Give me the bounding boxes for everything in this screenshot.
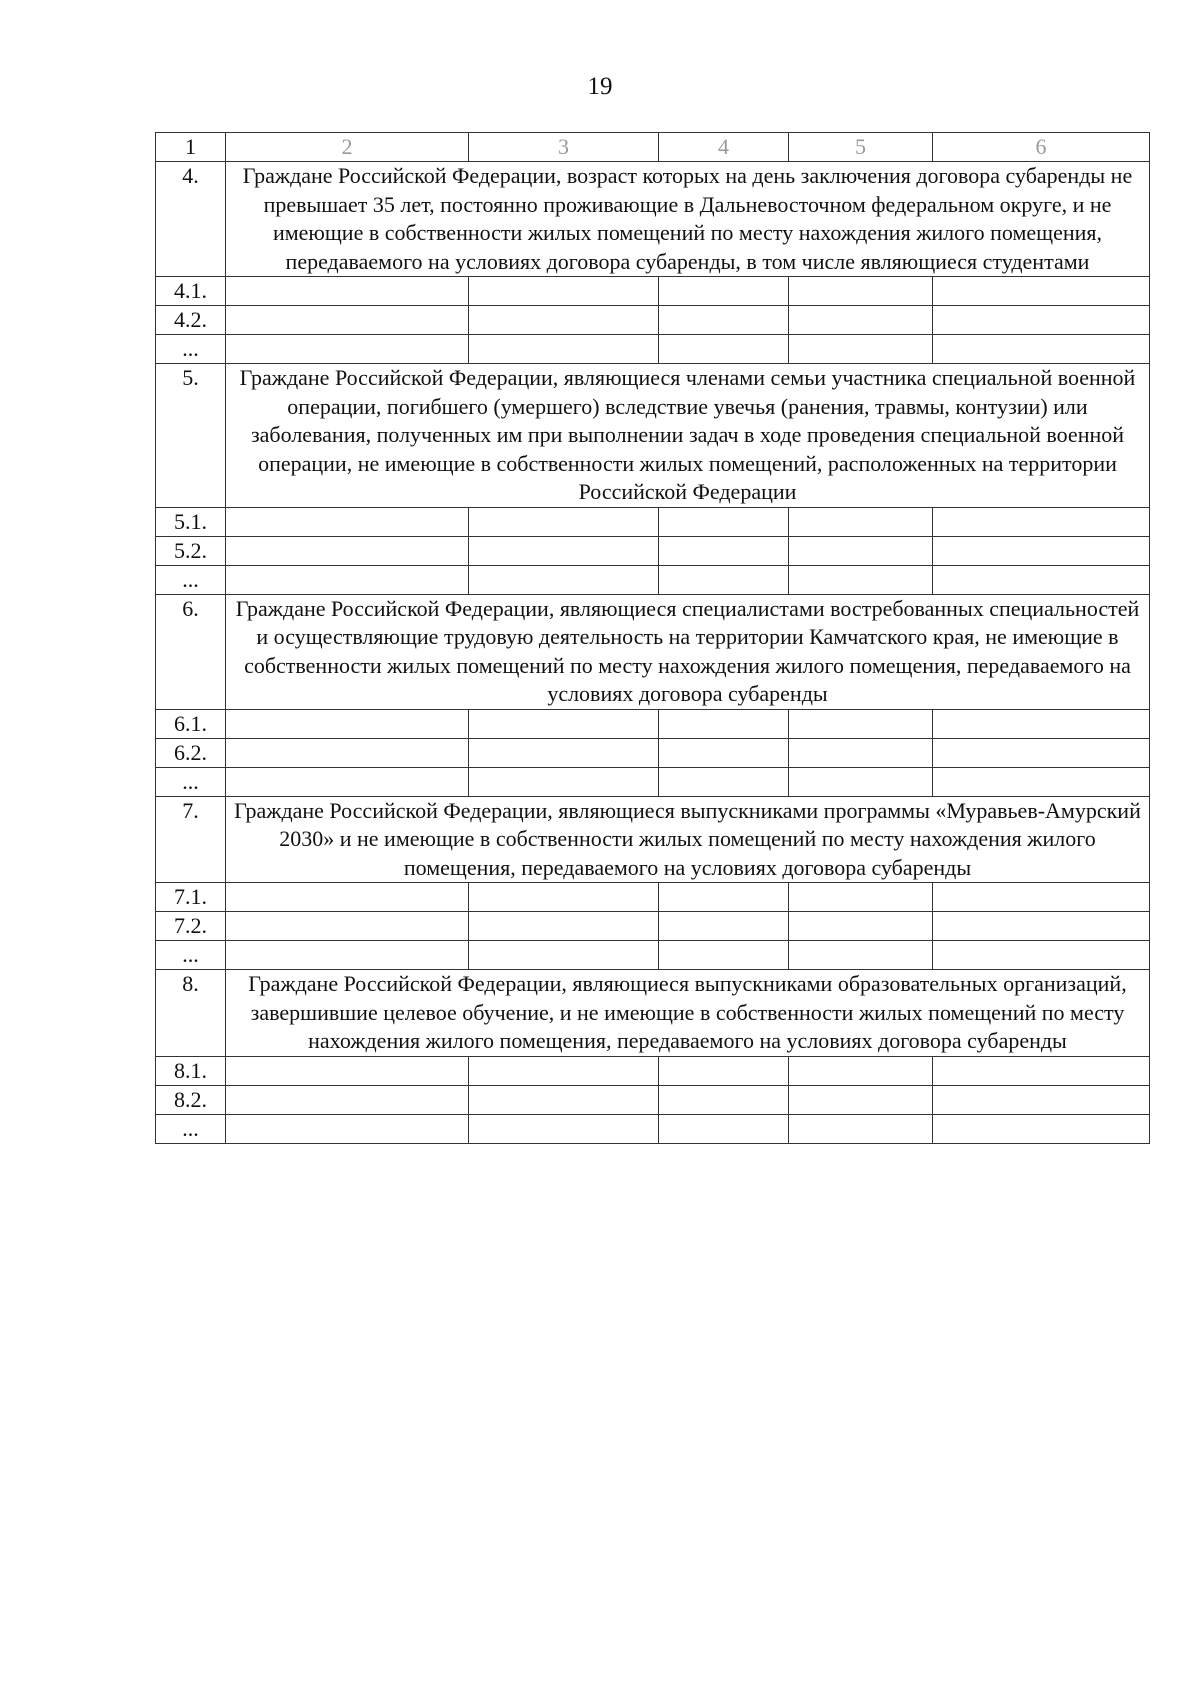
table-row — [156, 738, 1150, 767]
table-row — [156, 883, 1150, 912]
table-cell — [789, 941, 933, 970]
row-number: 7.1. — [156, 883, 226, 912]
group-row — [156, 364, 1150, 508]
table-cell — [933, 709, 1150, 738]
table-cell — [469, 536, 659, 565]
table-cell — [789, 709, 933, 738]
group-number: 7. — [156, 796, 226, 883]
row-number: 4.1. — [156, 277, 226, 306]
table-cell — [469, 941, 659, 970]
table-cell — [226, 335, 469, 364]
table-row — [156, 1085, 1150, 1114]
table-cell — [659, 941, 789, 970]
header-cell-6: 6 — [933, 133, 1150, 162]
table-cell — [469, 883, 659, 912]
table-row — [156, 1056, 1150, 1085]
page-number: 19 — [587, 73, 613, 100]
table-cell — [469, 565, 659, 594]
header-cell-2: 2 — [226, 133, 469, 162]
row-number: ... — [156, 1114, 226, 1143]
table-cell — [469, 306, 659, 335]
table-cell — [933, 1114, 1150, 1143]
allocation-table — [155, 132, 1150, 1144]
row-number: 5.2. — [156, 536, 226, 565]
table-cell — [659, 1056, 789, 1085]
table-cell — [226, 277, 469, 306]
table-header-row — [156, 133, 1150, 162]
table-cell — [933, 507, 1150, 536]
table-cell — [789, 536, 933, 565]
row-number: 7.2. — [156, 912, 226, 941]
table-cell — [933, 883, 1150, 912]
row-number: 6.1. — [156, 709, 226, 738]
row-number: 5.1. — [156, 507, 226, 536]
table-cell — [659, 565, 789, 594]
table-cell — [659, 335, 789, 364]
table-cell — [659, 306, 789, 335]
row-number: ... — [156, 335, 226, 364]
table-cell — [469, 1085, 659, 1114]
table-row — [156, 335, 1150, 364]
table-cell — [226, 709, 469, 738]
table-row — [156, 1114, 1150, 1143]
table-cell — [226, 941, 469, 970]
table-cell — [789, 767, 933, 796]
table-cell — [469, 1056, 659, 1085]
table-cell — [469, 1114, 659, 1143]
header-cell-1: 1 — [156, 133, 226, 162]
table-cell — [933, 941, 1150, 970]
table-row — [156, 941, 1150, 970]
header-cell-5: 5 — [789, 133, 933, 162]
table-cell — [226, 565, 469, 594]
row-number: 4.2. — [156, 306, 226, 335]
group-number: 4. — [156, 162, 226, 277]
row-number: 8.2. — [156, 1085, 226, 1114]
table-cell — [226, 1056, 469, 1085]
group-description: Граждане Российской Федерации, являющиеся выпускниками образовательных организаций, завершившие целевое обучение, и не имеющие в собственности жилых помещений по месту нахождения жилого помещения, передаваемого на условиях договора субаренды — [226, 970, 1150, 1057]
table-cell — [226, 767, 469, 796]
table-cell — [226, 738, 469, 767]
group-row — [156, 162, 1150, 277]
table-cell — [469, 738, 659, 767]
table-cell — [789, 912, 933, 941]
group-description: Граждане Российской Федерации, возраст которых на день заключения договора субаренды не превышает 35 лет, постоянно проживающие в Дальневосточном федеральном округе, и не имеющие в собственности жилых помещений по месту нахождения жилого помещения, передаваемого на условиях договора субаренды, в том числе являющиеся студентами — [226, 162, 1150, 277]
table-cell — [469, 277, 659, 306]
table-cell — [226, 883, 469, 912]
table-cell — [789, 1114, 933, 1143]
table-cell — [933, 536, 1150, 565]
table-cell — [659, 912, 789, 941]
header-cell-3: 3 — [469, 133, 659, 162]
table-row — [156, 306, 1150, 335]
table-cell — [659, 1114, 789, 1143]
group-number: 8. — [156, 970, 226, 1057]
group-number: 5. — [156, 364, 226, 508]
group-description: Граждане Российской Федерации, являющиеся выпускниками программы «Муравьев-Амурский 2030» и не имеющие в собственности жилых помещений по месту нахождения жилого помещения, передаваемого на условиях договора субаренды — [226, 796, 1150, 883]
table-cell — [933, 335, 1150, 364]
table-cell — [659, 738, 789, 767]
table-cell — [659, 536, 789, 565]
table-row — [156, 536, 1150, 565]
row-number: ... — [156, 767, 226, 796]
table-cell — [226, 1085, 469, 1114]
table-cell — [226, 1114, 469, 1143]
table-cell — [226, 912, 469, 941]
table-cell — [789, 883, 933, 912]
table-cell — [933, 912, 1150, 941]
table-cell — [226, 507, 469, 536]
table-cell — [659, 277, 789, 306]
table-cell — [469, 335, 659, 364]
table-cell — [933, 277, 1150, 306]
row-number: ... — [156, 941, 226, 970]
row-number: 6.2. — [156, 738, 226, 767]
table-row — [156, 709, 1150, 738]
group-row — [156, 970, 1150, 1057]
table-cell — [933, 1056, 1150, 1085]
table-cell — [789, 507, 933, 536]
table-cell — [469, 507, 659, 536]
group-description: Граждане Российской Федерации, являющиеся специалистами востребованных специальностей и осуществляющие трудовую деятельность на территории Камчатского края, не имеющие в собственности жилых помещений по месту нахождения жилого помещения, передаваемого на условиях договора субаренды — [226, 594, 1150, 709]
table-cell — [659, 883, 789, 912]
table-cell — [226, 306, 469, 335]
table-cell — [659, 1085, 789, 1114]
table-cell — [789, 277, 933, 306]
table-cell — [469, 912, 659, 941]
group-row — [156, 594, 1150, 709]
table-cell — [226, 536, 469, 565]
table-cell — [789, 565, 933, 594]
table-cell — [933, 1085, 1150, 1114]
row-number: 8.1. — [156, 1056, 226, 1085]
table-cell — [659, 507, 789, 536]
table-cell — [789, 335, 933, 364]
table-row — [156, 767, 1150, 796]
table-cell — [933, 767, 1150, 796]
table-cell — [933, 738, 1150, 767]
group-description: Граждане Российской Федерации, являющиеся членами семьи участника специальной военной операции, погибшего (умершего) вследствие увечья (ранения, травмы, контузии) или заболевания, полученных им при выполнении задач в ходе проведения специальной военной операции, не имеющие в собственности жилых помещений, расположенных на территории Российской Федерации — [226, 364, 1150, 508]
table-row — [156, 277, 1150, 306]
table-cell — [789, 738, 933, 767]
table-cell — [933, 565, 1150, 594]
row-number: ... — [156, 565, 226, 594]
header-cell-4: 4 — [659, 133, 789, 162]
table-row — [156, 912, 1150, 941]
table-cell — [789, 1056, 933, 1085]
group-row — [156, 796, 1150, 883]
table-row — [156, 565, 1150, 594]
group-number: 6. — [156, 594, 226, 709]
table-cell — [659, 767, 789, 796]
table-cell — [789, 1085, 933, 1114]
table-cell — [659, 709, 789, 738]
table-row — [156, 507, 1150, 536]
table-cell — [933, 306, 1150, 335]
table-cell — [789, 306, 933, 335]
table-cell — [469, 709, 659, 738]
table-cell — [469, 767, 659, 796]
